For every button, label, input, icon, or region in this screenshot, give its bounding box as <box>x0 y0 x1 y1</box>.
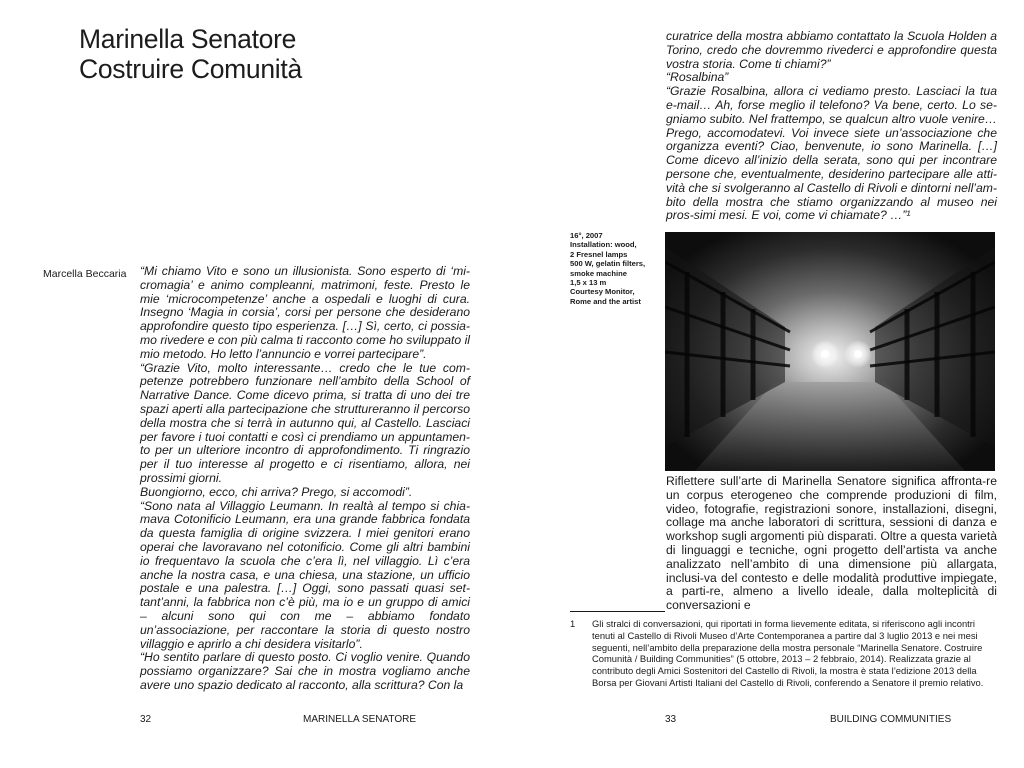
page-number: 33 <box>665 714 677 725</box>
right-top-text <box>666 30 997 223</box>
installation-photo <box>665 232 995 471</box>
paragraph: “Grazie Rosalbina, allora ci vediamo presto. Lasciaci la tua e-mail… Ah, forse meglio il telefono? Va bene, certo. Lo se-gniamo subito. Nel frattempo, se qualcun altro vuole venire… Prego, accomodatevi. Voi invece siete un’associazione che organizza eventi? Ciao, benvenute, io sono Marinella. […] Come dicevo all’inizio della serata, sono qui per incontrare persone che, eventualmente, desiderino partecipare alle atti-vità che si svolgeranno al Castello di Rivoli e dintorni nell’am-bito della mostra che stiamo organizzando al museo nei pros-simi mesi. E voi, come vi chiamate? …”¹ <box>666 84 997 223</box>
image-caption <box>570 231 656 306</box>
title-line-artist: Marinella Senatore <box>79 24 297 54</box>
caption-line: 2 Fresnel lamps <box>570 249 628 259</box>
installation-photo-art <box>665 232 995 471</box>
right-main-text <box>666 475 997 613</box>
running-header: MARINELLA SENATORE <box>303 714 416 725</box>
footnote-divider <box>570 611 665 612</box>
author-name: Marcella Beccaria <box>43 268 127 280</box>
right-page <box>512 0 1024 768</box>
paragraph: Buongiorno, ecco, chi arriva? Prego, si accomodi”. <box>140 484 413 499</box>
paragraph: “Grazie Vito, molto interessante… credo che le tue com-petenze potrebbero funzionare nell’ambito della School of Narrative Dance. Come dicevo prima, si tratta di uno dei tre spazi aperti alla partecipazione che struttureranno il percorso della mostra che si terrà in autunno qui, al Castello. Lasciaci per favore i tuoi contatti e così ci prendiamo un appuntamen-to per un ulteriore incontro di approfondimento. Ti ringrazio per il tuo interesse al progetto e ci risentiamo, allora, nei prossimi giorni. <box>140 360 470 485</box>
running-header: BUILDING COMMUNITIES <box>830 714 952 725</box>
caption-line: Courtesy Monitor, <box>570 287 635 297</box>
paragraph: “Mi chiamo Vito e sono un illusionista. Sono esperto di ‘mi-cromagia’ e animo compleanni, matrimoni, feste. Presto le mie ‘microcompetenze’ anche a ospedali e luoghi di cura. Insegno ‘Magia in corsia’, corsi per persone che desiderano approfondire questo tipo esperienza. […] Sì, certo, ci possia-mo rivedere e con più calma ti racconto come ho sviluppato il mio metodo. Ho letto l’annuncio e vorrei partecipare”. <box>140 264 470 361</box>
footnote-text: Gli stralci di conversazioni, qui riportati in forma lievemente editata, si riferiscono agli incontri tenuti al Castello di Rivoli Museo d’Arte Contemporanea a partire dal 3 luglio 2013 e nei mesi seguenti, nell’ambito della preparazione della mostra personale “Marinella Senatore. Costruire Comunità / Building Communities” (5 ottobre, 2013 – 2 febbraio, 2014). Realizzata grazie al contributo degli Amici Sostenitori del Castello di Rivoli, la mostra è stata l’edizione 2013 della Borsa per Giovani Artisti Italiani del Castello di Rivoli, conferendo a Senatore il premio relativo. <box>592 618 984 688</box>
paragraph: curatrice della mostra abbiamo contattato la Scuola Holden a Torino, credo che dovremmo rivederci e approfondire questa vostra storia. Come ti chiami?” <box>666 29 997 71</box>
caption-line: Installation: wood, <box>570 240 637 250</box>
caption-line: 16°, 2007 <box>570 231 603 240</box>
footnote-number: 1 <box>570 618 576 629</box>
left-body-text <box>140 265 470 693</box>
paragraph: “Ho sentito parlare di questo posto. Ci voglio venire. Quando possiamo organizzare? Sai che in mostra vogliamo anche avere uno spazio dedicato al racconto, alla scrittura? Con la <box>140 650 470 692</box>
paragraph: Riflettere sull’arte di Marinella Senatore significa affronta-re un corpus eterogeneo che comprende produzioni di film, video, fotografie, registrazioni sonore, installazioni, disegni, collage ma anche laboratori di scrittura, sessioni di danza e workshop sugli argomenti più disparati. Oltre a questa varietà di linguaggi e tecniche, ogni progetto dell’artista va anche analizzato nell’ambito di una dimensione più allargata, inclusi-va del contesto e delle modalità produttive impiegate, a parti-re, almeno a livello ideale, dalla molteplicità di conversazioni e <box>666 474 997 613</box>
caption-line: 500 W, gelatin filters, <box>570 259 646 269</box>
paragraph: “Rosalbina” <box>666 70 729 85</box>
page-title <box>79 24 302 84</box>
caption-line: Rome and the artist <box>570 296 641 306</box>
page-number: 32 <box>140 714 152 725</box>
title-line-exhibition: Costruire Comunità <box>79 54 302 84</box>
caption-line: smoke machine <box>570 268 627 278</box>
paragraph: “Sono nata al Villaggio Leumann. In realtà al tempo si chia-mava Cotonificio Leumann, era una grande fabbrica fondata da questa famiglia di origine svizzera. I miei genitori erano operai che lavoravano nel cotonificio. Come gli altri bambini io frequentavo la scuola che c’era lì, nel villaggio. Lì c’era anche la nostra casa, e una chiesa, una stazione, un ufficio postale e una palestra. […] Oggi, sono passati quasi set-tant’anni, la fabbrica non c’è più, ma io e un gruppo di amici – alcuni sono qui con me – abbiamo fondato un’associazione, per raccontare la storia di questo nostro villaggio e aprirlo a chi desidera visitarlo”. <box>140 498 470 651</box>
caption-line: 1,5 x 13 m <box>570 278 607 288</box>
